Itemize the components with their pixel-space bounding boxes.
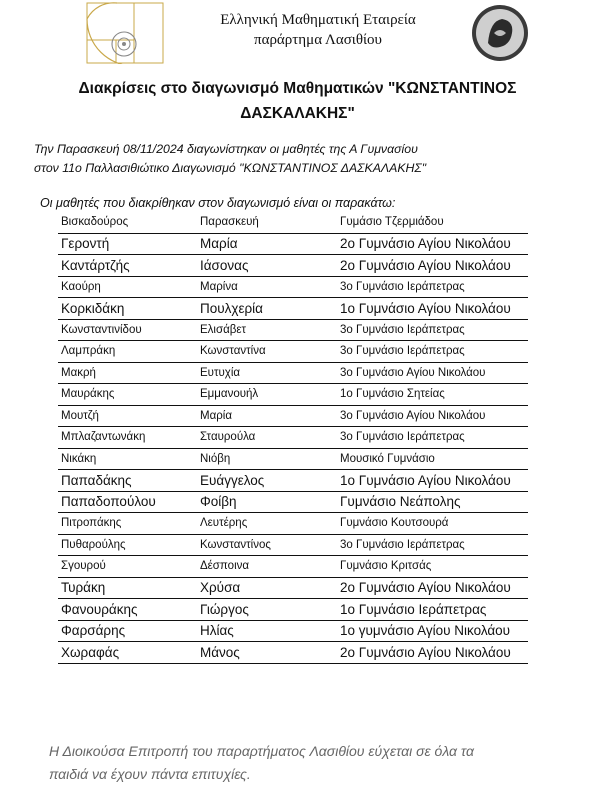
surname-cell: Παπαδάκης — [58, 470, 197, 492]
surname-cell: Φαρσάρης — [58, 620, 197, 642]
organization-name — [168, 10, 468, 50]
table-row — [58, 212, 528, 233]
surname-cell: Βισκαδούρος — [58, 212, 197, 233]
school-cell: 3ο Γυμνάσιο Ιεράπετρας — [337, 341, 528, 363]
closing-wishes — [49, 740, 579, 786]
intro-line-1: Την Παρασκευή 08/11/2024 διαγωνίστηκαν οι μαθητές της Α Γυμνασίου — [34, 142, 418, 156]
table-row — [58, 298, 528, 320]
org-line-1: Ελληνική Μαθηματική Εταιρεία — [220, 12, 416, 28]
first-name-cell: Εμμανουήλ — [197, 384, 337, 406]
surname-cell: Μακρή — [58, 362, 197, 384]
table-row — [58, 319, 528, 341]
org-line-2: παράρτημα Λασιθίου — [254, 32, 382, 48]
school-cell: Γυμνάσιο Κριτσάς — [337, 556, 528, 578]
intro-line-2: στον 11ο Παλλασιθιώτικο Διαγωνισμό "ΚΩΝΣΤΑΝΤΙΝΟΣ ΔΑΣΚΑΛΑΚΗΣ" — [34, 161, 427, 175]
surname-cell: Κωνσταντινίδου — [58, 319, 197, 341]
footer-line-1: Η Διοικούσα Επιτροπή του παραρτήματος Λασιθίου εύχεται σε όλα τα — [49, 743, 474, 759]
table-row — [58, 384, 528, 406]
surname-cell: Καντάρτζής — [58, 255, 197, 277]
title-line-1: Διακρίσεις στο διαγωνισμό Μαθηματικών "ΚΩΝΣΤΑΝΤΙΝΟΣ — [78, 80, 517, 97]
school-cell: Γυμνάσιο Κουτσουρά — [337, 513, 528, 535]
first-name-cell: Σταυρούλα — [197, 427, 337, 449]
surname-cell: Κορκιδάκη — [58, 298, 197, 320]
table-row — [58, 599, 528, 621]
school-cell: 2ο Γυμνάσιο Αγίου Νικολάου — [337, 642, 528, 664]
first-name-cell: Ελισάβετ — [197, 319, 337, 341]
surname-cell: Τυράκη — [58, 577, 197, 599]
school-cell: 3ο Γυμνάσιο Ιεράπετρας — [337, 276, 528, 298]
first-name-cell: Πουλχερία — [197, 298, 337, 320]
table-row — [58, 448, 528, 470]
first-name-cell: Νιόβη — [197, 448, 337, 470]
school-cell: 3ο Γυμνάσιο Ιεράπετρας — [337, 534, 528, 556]
first-name-cell: Κωνσταντίνα — [197, 341, 337, 363]
table-row — [58, 513, 528, 535]
page-title — [20, 76, 575, 126]
table-row — [58, 642, 528, 664]
first-name-cell: Ηλίας — [197, 620, 337, 642]
first-name-cell: Ευτυχία — [197, 362, 337, 384]
school-cell: 1ο Γυμνάσιο Σητείας — [337, 384, 528, 406]
school-cell: 1ο γυμνάσιο Αγίου Νικολάου — [337, 620, 528, 642]
surname-cell: Νικάκη — [58, 448, 197, 470]
school-cell: 3ο Γυμνάσιο Αγίου Νικολάου — [337, 362, 528, 384]
surname-cell: Λαμπράκη — [58, 341, 197, 363]
school-cell: 3ο Γυμνάσιο Ιεράπετρας — [337, 319, 528, 341]
table-row — [58, 470, 528, 492]
surname-cell: Σγουρού — [58, 556, 197, 578]
surname-cell: Παπαδοπούλου — [58, 491, 197, 513]
table-row — [58, 405, 528, 427]
table-row — [58, 341, 528, 363]
first-name-cell: Κωνσταντίνος — [197, 534, 337, 556]
surname-cell: Γεροντή — [58, 233, 197, 255]
surname-cell: Πυθαρούλης — [58, 534, 197, 556]
school-cell: 3ο Γυμνάσιο Αγίου Νικολάου — [337, 405, 528, 427]
school-cell: 2ο Γυμνάσιο Αγίου Νικολάου — [337, 577, 528, 599]
school-cell: Γυμνάσιο Νεάπολης — [337, 491, 528, 513]
first-name-cell: Φοίβη — [197, 491, 337, 513]
coin-seal-logo — [470, 3, 530, 63]
table-row — [58, 427, 528, 449]
table-row — [58, 491, 528, 513]
first-name-cell: Δέσποινα — [197, 556, 337, 578]
awards-table — [58, 212, 528, 664]
table-row — [58, 276, 528, 298]
surname-cell: Χωραφάς — [58, 642, 197, 664]
school-cell: 1ο Γυμνάσιο Ιεράπετρας — [337, 599, 528, 621]
surname-cell: Φανουράκης — [58, 599, 197, 621]
table-row — [58, 620, 528, 642]
surname-cell: Μπλαζαντωνάκη — [58, 427, 197, 449]
first-name-cell: Χρύσα — [197, 577, 337, 599]
surname-cell: Μαυράκης — [58, 384, 197, 406]
school-cell: Γυμάσιο Τζερμιάδου — [337, 212, 528, 233]
first-name-cell: Μαρίνα — [197, 276, 337, 298]
surname-cell: Μουτζή — [58, 405, 197, 427]
golden-spiral-logo — [86, 2, 164, 64]
school-cell: 3ο Γυμνάσιο Ιεράπετρας — [337, 427, 528, 449]
first-name-cell: Λευτέρης — [197, 513, 337, 535]
school-cell: 2ο Γυμνάσιο Αγίου Νικολάου — [337, 233, 528, 255]
table-row — [58, 556, 528, 578]
first-name-cell: Ιάσονας — [197, 255, 337, 277]
first-name-cell: Μαρία — [197, 233, 337, 255]
school-cell: 2ο Γυμνάσιο Αγίου Νικολάου — [337, 255, 528, 277]
title-line-2: ΔΑΣΚΑΛΑΚΗΣ" — [240, 105, 355, 122]
school-cell: 1ο Γυμνάσιο Αγίου Νικολάου — [337, 470, 528, 492]
table-row — [58, 233, 528, 255]
school-cell: 1ο Γυμνάσιο Αγίου Νικολάου — [337, 298, 528, 320]
first-name-cell: Ευάγγελος — [197, 470, 337, 492]
first-name-cell: Παρασκευή — [197, 212, 337, 233]
first-name-cell: Μάνος — [197, 642, 337, 664]
table-row — [58, 255, 528, 277]
footer-line-2: παιδιά να έχουν πάντα επιτυχίες. — [49, 766, 251, 782]
first-name-cell: Μαρία — [197, 405, 337, 427]
table-row — [58, 577, 528, 599]
school-cell: Μουσικό Γυμνάσιο — [337, 448, 528, 470]
surname-cell: Καούρη — [58, 276, 197, 298]
first-name-cell: Γιώργος — [197, 599, 337, 621]
table-row — [58, 534, 528, 556]
table-row — [58, 362, 528, 384]
list-lead-text: Οι μαθητές που διακρίθηκαν στον διαγωνισμό είναι οι παρακάτω: — [40, 196, 396, 210]
intro-paragraph — [34, 140, 574, 178]
surname-cell: Πιτροπάκης — [58, 513, 197, 535]
